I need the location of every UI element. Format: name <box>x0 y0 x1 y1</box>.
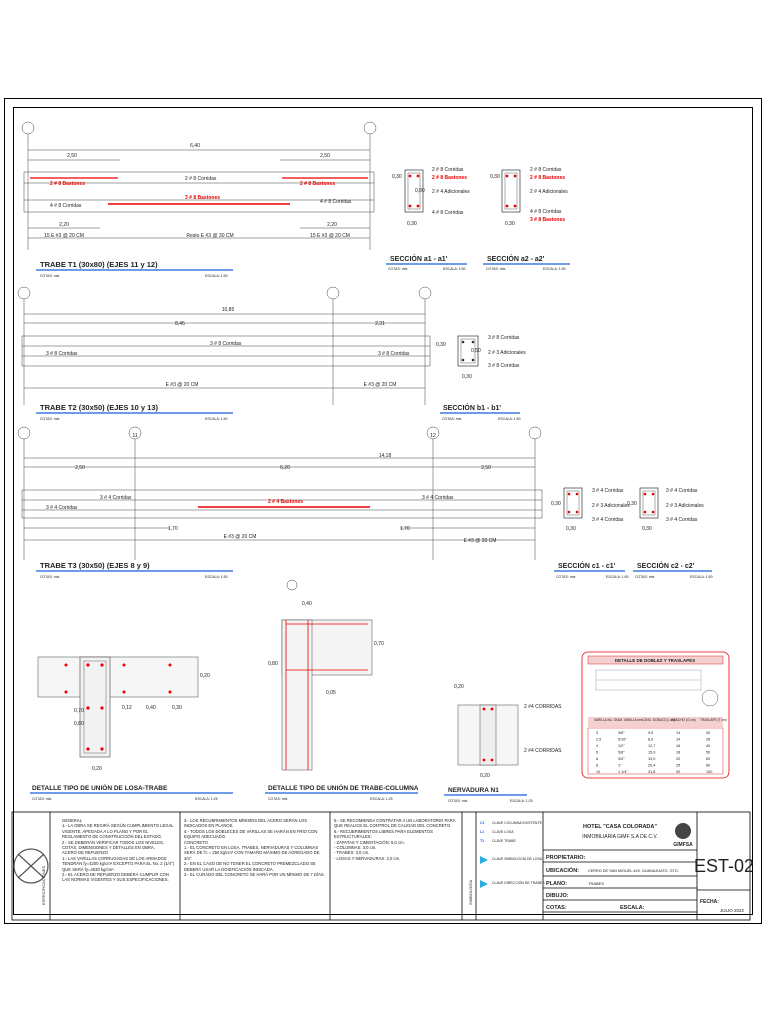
svg-text:0,30: 0,30 <box>642 526 652 532</box>
svg-text:DIBUJO:: DIBUJO: <box>546 893 569 899</box>
detail-column-title: DETALLE TIPO DE UNIÓN DE TRABE-COLUMNA <box>268 785 419 792</box>
svg-text:CERRO DE SAN MIGUEL #15, GUANA: CERRO DE SAN MIGUEL #15, GUANAJUATO, GTO. <box>588 869 679 873</box>
svg-text:2 # 4 Adicionales: 2 # 4 Adicionales <box>432 189 470 195</box>
t2-dim-left: 8,45 <box>175 321 185 327</box>
svg-text:5/8": 5/8" <box>618 750 625 755</box>
svg-text:0,50: 0,50 <box>471 348 481 354</box>
svg-text:COTAS: mts: COTAS: mts <box>442 417 462 421</box>
detail-slab-title: DETALLE TIPO DE UNIÓN DE LOSA-TRABE <box>32 785 168 792</box>
section-a1-title: SECCIÓN a1 - a1' <box>390 256 448 263</box>
svg-text:COTAS: mts: COTAS: mts <box>556 575 576 579</box>
svg-text:0,30: 0,30 <box>551 501 561 507</box>
t3-top-right: 3 # 4 Corridas <box>422 495 454 501</box>
svg-text:14: 14 <box>676 737 681 742</box>
t1-top-right-red: 2 # 8 Bastones <box>300 181 336 187</box>
detail-slab-drawing <box>30 657 233 801</box>
svg-text:2 # 8 Corridas: 2 # 8 Corridas <box>530 167 562 173</box>
svg-text:DETALLE DE DOBLEZ Y TRASLAPES: DETALLE DE DOBLEZ Y TRASLAPES <box>614 658 696 663</box>
t3-top-red: 2 # 4 Bastones <box>268 499 304 505</box>
svg-text:8: 8 <box>596 763 599 768</box>
detail-column-drawing <box>265 580 419 801</box>
section-a2-title: SECCIÓN a2 - a2' <box>487 256 545 263</box>
svg-text:30: 30 <box>676 770 681 774</box>
svg-text:14: 14 <box>676 731 681 735</box>
svg-text:30: 30 <box>706 731 711 735</box>
svg-text:COTAS: mts: COTAS: mts <box>40 575 60 579</box>
svg-text:0,30: 0,30 <box>505 221 515 227</box>
svg-text:20: 20 <box>676 757 681 761</box>
notes-concrete: 3.- LOS RECUBRIMIENTOS MÍNIMOS DEL ACERO SERÁN LOS INDICADOS EN PLANOS. 4.- TODOS LOS DOBLECES DE VARILLAS SE HARÁN EN FRÍO CON EQUIPO ADECUADO. CONCRETO 1.- EL CONCRETO EN LOSA, TRABES, NERVADURAS Y COLUMNAS SERÁ DE f'c = 250 kg/cm² CON TAMAÑO MÁXIMO DE AGREGADO DE 3/4". 2.- EN EL CASO DE NO TENER EL CONCRETO PREMEZCLADO SE DEBERÁ USAR LA DOSIFICACIÓN INDICADA. 3.- EL CURADO DEL CONCRETO SE HARÁ POR UN MÍNIMO DE 7 DÍAS. <box>184 818 325 878</box>
t1-title <box>36 260 233 278</box>
notes-general: GENERAL 1.- LA OBRA SE REGIRÁ SEGÚN CUMPLIMIENTO LEGAL VIGENTE, APEGADA A LO PLANO Y POR EL REGLAMENTO DE CONSTRUCCIÓN DEL ESTADO. 2.- SE DEBERÁN VERIFICAR TODOS LOS NIVELES, COTAS, DIMENSIONES Y DETALLES EN OBRA. ACERO DE REFUERZO 1.- LAS VARILLAS CORRUGADAS DE LOS ARMADOS TENDRÁN fy=4200 kg/cm² EXCEPTO PARA EL No. 2 (1/4") QUE SERÁ fy=2530 kg/cm². 2.- EL ACERO DE REFUERZO DEBERÁ CUMPLIR CON LAS NORMAS VIGENTES Y SUS ESPECIFICACIONES. <box>62 818 174 883</box>
svg-text:C1: C1 <box>480 821 485 825</box>
svg-text:2 #4 CORRIDAS: 2 #4 CORRIDAS <box>524 748 562 754</box>
svg-text:0,20: 0,20 <box>92 766 102 772</box>
svg-text:0,30: 0,30 <box>436 342 446 348</box>
svg-text:COTAS: mts: COTAS: mts <box>268 797 288 801</box>
svg-text:TRABE T3 (30x50) (EJES 8 y 9): TRABE T3 (30x50) (EJES 8 y 9) <box>40 561 150 570</box>
section-b1-drawing <box>436 335 526 421</box>
svg-text:COTAS: mts: COTAS: mts <box>40 417 60 421</box>
section-a2-drawing <box>483 167 570 271</box>
svg-text:0,20: 0,20 <box>200 673 210 679</box>
section-b1-title: SECCIÓN b1 - b1' <box>443 405 502 412</box>
svg-text:0,05: 0,05 <box>326 690 336 696</box>
svg-text:2 # 3 Adicionales: 2 # 3 Adicionales <box>488 350 526 356</box>
svg-text:PROPIETARIO:: PROPIETARIO: <box>546 855 586 861</box>
t2-bot-left: 3 # 8 Corridas <box>46 351 78 357</box>
svg-text:T1: T1 <box>480 839 485 843</box>
t3-axis-b: 12 <box>430 433 436 439</box>
svg-text:ESCALA:: ESCALA: <box>620 905 645 911</box>
svg-text:2 # 8 Bastones: 2 # 8 Bastones <box>530 175 566 181</box>
svg-text:TRABE T2 (30x50) (EJES 10 y 13: TRABE T2 (30x50) (EJES 10 y 13) <box>40 403 158 412</box>
svg-text:16: 16 <box>676 744 681 748</box>
notes-recommendations: 5.- SE RECOMIENDA CONTRATAR A UN LABORATORIO PARA QUE REALICE EL CONTROL DE CALIDAD DEL CONCRETO. 6.- RECUBRIMIENTOS LIBRES PARA ELEMENTOS ESTRUCTURALES: - ZAPATAS Y CIMENTACIÓN: 5,0 cm. - COLUMNAS: 3,0 cm. - TRABES: 3,0 cm. - LOSAS Y NERVADURAS: 2,0 cm. <box>334 818 456 861</box>
svg-text:COTAS: mts: COTAS: mts <box>486 267 506 271</box>
svg-text:3/4": 3/4" <box>618 757 625 761</box>
svg-text:2 # 8 Bastones: 2 # 8 Bastones <box>432 175 468 181</box>
nervadura-drawing <box>444 684 562 803</box>
t1-dim-right: 2,50 <box>320 153 330 159</box>
t2-stirrup-left: E #3 @ 20 CM <box>165 382 199 388</box>
t1-bot-right: 4 # 8 Corridas <box>320 199 352 205</box>
svg-text:0,30: 0,30 <box>407 221 417 227</box>
svg-text:CLAVE LOSA: CLAVE LOSA <box>492 830 514 834</box>
section-a1-drawing <box>386 167 470 271</box>
svg-text:COTAS: mts: COTAS: mts <box>448 799 468 803</box>
svg-text:5: 5 <box>596 750 599 755</box>
svg-text:LONG. DOBLEZ (L cm): LONG. DOBLEZ (L cm) <box>642 718 676 722</box>
svg-text:ESCALA: 1:50: ESCALA: 1:50 <box>205 575 228 579</box>
svg-text:UBICACIÓN:: UBICACIÓN: <box>546 868 579 874</box>
company-name: INMOBILIARIA GIMF S.A DE C.V. <box>582 834 658 840</box>
svg-text:2 # 8 Corridas: 2 # 8 Corridas <box>432 167 464 173</box>
svg-text:CLAVE SIMBOLOGÍA DE LOSA: CLAVE SIMBOLOGÍA DE LOSA <box>492 857 543 861</box>
svg-text:50: 50 <box>706 750 711 755</box>
t3-top-left: 3 # 4 Corridas <box>100 495 132 501</box>
svg-text:19,0: 19,0 <box>648 757 656 761</box>
svg-text:4 # 8 Corridas: 4 # 8 Corridas <box>530 209 562 215</box>
svg-text:DIAM. VARILLA mm: DIAM. VARILLA mm <box>614 718 643 722</box>
t2-stirrup-right: E #3 @ 20 CM <box>363 382 397 388</box>
svg-text:ESCALA: 1:50: ESCALA: 1:50 <box>498 417 521 421</box>
bending-table <box>582 652 729 778</box>
svg-text:4 # 8 Corridas: 4 # 8 Corridas <box>432 210 464 216</box>
gimfsa-logo-icon <box>673 823 693 848</box>
svg-text:ESCALA: 1:50: ESCALA: 1:50 <box>690 575 713 579</box>
svg-text:0,20: 0,20 <box>480 773 490 779</box>
svg-text:0,70: 0,70 <box>374 641 384 647</box>
project-name: HOTEL "CASA COLORADA" <box>583 824 657 830</box>
svg-text:31,8: 31,8 <box>648 770 656 774</box>
svg-text:COTAS:: COTAS: <box>546 905 567 911</box>
t1-stirrup-mid: Resto E #3 @ 30 CM <box>186 233 234 239</box>
t3-dim-b-right: 1,70 <box>400 526 410 532</box>
t3-dim-b-left: 1,70 <box>168 526 178 532</box>
t1-stirrup-right: 15 E #3 @ 20 CM <box>310 233 350 239</box>
svg-text:1/2": 1/2" <box>618 744 625 748</box>
t1-top-mid: 2 # 8 Corridas <box>185 176 217 182</box>
svg-text:0,30: 0,30 <box>627 501 637 507</box>
svg-text:3 # 4 Corridas: 3 # 4 Corridas <box>592 517 624 523</box>
svg-text:COTAS: mts: COTAS: mts <box>388 267 408 271</box>
svg-text:L1: L1 <box>480 830 485 834</box>
svg-text:25: 25 <box>676 763 681 768</box>
svg-text:2 # 3 Adicionales: 2 # 3 Adicionales <box>592 503 630 509</box>
t3-axis-a: 11 <box>132 433 138 439</box>
svg-text:1 1/4": 1 1/4" <box>618 770 628 774</box>
svg-text:3: 3 <box>596 731 599 735</box>
legend-side-label: SIMBOLOGÍA <box>468 879 473 905</box>
section-c2-title: SECCIÓN c2 - c2' <box>637 563 695 570</box>
svg-text:FECHA:: FECHA: <box>700 899 719 905</box>
svg-text:CLAVE TRABE: CLAVE TRABE <box>492 839 516 843</box>
svg-text:3 # 8 Corridas: 3 # 8 Corridas <box>488 335 520 341</box>
svg-text:ESCALA: 1:25: ESCALA: 1:25 <box>510 799 533 803</box>
t2-bot-right: 3 # 8 Corridas <box>378 351 410 357</box>
t1-top-left-red: 2 # 8 Bastones <box>50 181 86 187</box>
svg-text:COTAS: mts: COTAS: mts <box>32 797 52 801</box>
svg-text:2,5: 2,5 <box>596 737 602 742</box>
svg-text:6: 6 <box>596 757 599 761</box>
svg-text:12,7: 12,7 <box>648 744 656 748</box>
svg-text:3 # 4 Corridas: 3 # 4 Corridas <box>666 488 698 494</box>
spec-side-label: ESPECIFICACIONES <box>41 865 46 905</box>
svg-text:0,30: 0,30 <box>172 705 182 711</box>
t1-stirrup-left: 15 E #3 @ 20 CM <box>44 233 84 239</box>
t1-dim-b-left: 2,20 <box>59 222 69 228</box>
svg-text:9,5: 9,5 <box>648 731 654 735</box>
svg-text:0,30: 0,30 <box>462 374 472 380</box>
title-block-text <box>546 823 754 913</box>
svg-text:0,80: 0,80 <box>415 188 425 194</box>
svg-text:10: 10 <box>596 770 601 774</box>
svg-text:3/8": 3/8" <box>618 731 625 735</box>
svg-text:0,12: 0,12 <box>122 705 132 711</box>
t1-dim-b-right: 2,20 <box>327 222 337 228</box>
t2-top: 3 # 8 Corridas <box>210 341 242 347</box>
svg-text:5/16": 5/16" <box>618 737 627 742</box>
t2-dim-right: 2,31 <box>375 321 385 327</box>
svg-text:PLANO:: PLANO: <box>546 881 568 887</box>
svg-text:0,80: 0,80 <box>74 721 84 727</box>
svg-text:0,30: 0,30 <box>392 174 402 180</box>
nervadura-title: NERVADURA N1 <box>448 787 499 794</box>
t3-dim-right: 2,50 <box>481 465 491 471</box>
svg-text:2 # 3 Adicionales: 2 # 3 Adicionales <box>666 503 704 509</box>
svg-text:40: 40 <box>706 744 711 748</box>
t3-dim-total: 14,18 <box>378 453 392 459</box>
svg-text:3 # 8 Corridas: 3 # 8 Corridas <box>488 363 520 369</box>
t3-title <box>36 561 233 579</box>
svg-text:TRASLAPE (T cm): TRASLAPE (T cm) <box>700 718 727 722</box>
svg-text:0,30: 0,30 <box>566 526 576 532</box>
svg-text:0,80: 0,80 <box>268 661 278 667</box>
svg-text:TRABE T1 (30x80) (EJES 11 y 12: TRABE T1 (30x80) (EJES 11 y 12) <box>40 260 158 269</box>
svg-text:CLAVE COLUMNA EXISTENTE: CLAVE COLUMNA EXISTENTE <box>492 821 542 825</box>
svg-text:4: 4 <box>596 744 599 748</box>
t3-stirrup-right: E #3 @ 20 CM <box>463 538 497 544</box>
svg-text:0,40: 0,40 <box>146 705 156 711</box>
section-c2-drawing <box>627 488 713 579</box>
svg-text:TRABES: TRABES <box>588 881 605 886</box>
svg-text:25,4: 25,4 <box>648 763 656 768</box>
t1-bot-left: 4 # 8 Corridas <box>50 203 82 209</box>
svg-text:8,0: 8,0 <box>648 737 654 742</box>
svg-text:JULIO 2022: JULIO 2022 <box>720 908 745 913</box>
svg-text:ESCALA: 1:50: ESCALA: 1:50 <box>205 274 228 278</box>
svg-text:3 # 8 Bastones: 3 # 8 Bastones <box>530 217 566 223</box>
svg-text:ESCALA: 1:25: ESCALA: 1:25 <box>195 797 218 801</box>
t1-dim-left: 2,50 <box>67 153 77 159</box>
svg-text:3 # 4 Corridas: 3 # 4 Corridas <box>592 488 624 494</box>
svg-text:18: 18 <box>676 750 681 755</box>
svg-text:ESCALA: 1:50: ESCALA: 1:50 <box>543 267 566 271</box>
svg-text:COTAS: mts: COTAS: mts <box>635 575 655 579</box>
svg-text:2 # 4 Adicionales: 2 # 4 Adicionales <box>530 189 568 195</box>
table-headers <box>594 718 727 722</box>
svg-text:0,20: 0,20 <box>454 684 464 690</box>
svg-text:GANCHO (G cm): GANCHO (G cm) <box>671 718 696 722</box>
svg-text:ESCALA: 1:50: ESCALA: 1:50 <box>443 267 466 271</box>
svg-text:CLAVE DIRECCIÓN DE TRABES: CLAVE DIRECCIÓN DE TRABES <box>492 881 545 885</box>
svg-text:ESCALA: 1:50: ESCALA: 1:50 <box>606 575 629 579</box>
svg-text:VARILLA No.: VARILLA No. <box>594 718 613 722</box>
t2-dim-total: 10,85 <box>221 307 235 313</box>
t1-mid-red: 3 # 8 Bastones <box>185 195 221 201</box>
svg-text:15,9: 15,9 <box>648 750 656 755</box>
svg-text:100: 100 <box>706 770 713 774</box>
svg-text:28: 28 <box>706 737 711 742</box>
t3-stirrup-left: E #3 @ 20 CM <box>223 534 257 540</box>
svg-text:2 #4 CORRIDAS: 2 #4 CORRIDAS <box>524 704 562 710</box>
legend <box>480 821 545 888</box>
svg-text:GIMFSA: GIMFSA <box>673 842 693 848</box>
svg-text:0,40: 0,40 <box>302 601 312 607</box>
t3-dim-mid: 6,20 <box>280 465 290 471</box>
section-c1-title: SECCIÓN c1 - c1' <box>558 563 616 570</box>
t1-dim-total: 6,40 <box>190 143 200 149</box>
t3-bot-left: 3 # 4 Corridas <box>46 505 78 511</box>
svg-text:60: 60 <box>706 757 711 761</box>
sheet-number: EST-02 <box>693 856 755 876</box>
svg-text:COTAS: mts: COTAS: mts <box>40 274 60 278</box>
t3-dim-left: 2,50 <box>75 465 85 471</box>
svg-text:0,70: 0,70 <box>74 708 84 714</box>
section-c1-drawing <box>551 488 630 579</box>
svg-text:ESCALA: 1:25: ESCALA: 1:25 <box>370 797 393 801</box>
svg-text:0,30: 0,30 <box>490 174 500 180</box>
t2-title <box>36 403 233 421</box>
svg-text:80: 80 <box>706 763 711 768</box>
svg-text:1": 1" <box>618 763 622 768</box>
svg-text:3 # 4 Corridas: 3 # 4 Corridas <box>666 517 698 523</box>
svg-text:ESCALA: 1:50: ESCALA: 1:50 <box>205 417 228 421</box>
